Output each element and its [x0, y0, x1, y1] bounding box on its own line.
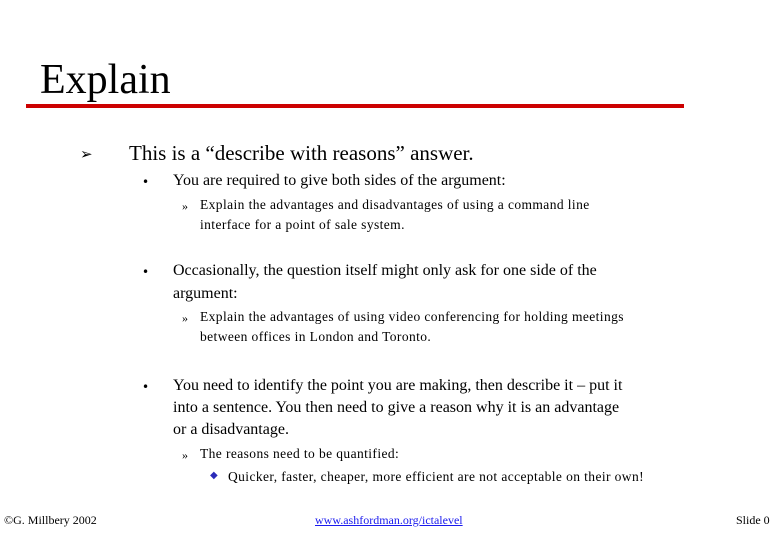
point-3-text-line-1: You need to identify the point you are making, then describe it – put it: [173, 377, 623, 394]
point-2-example-line-2: between offices in London and Toronto.: [200, 329, 432, 344]
raquo-bullet-icon: »: [182, 311, 188, 325]
dot-bullet-icon: •: [142, 265, 150, 279]
point-3-sub-item: Quicker, faster, cheaper, more efficient are not acceptable on their own!: [228, 469, 645, 484]
point-2-text-line-2: argument:: [173, 285, 238, 302]
slide-title: Explain: [40, 57, 171, 103]
title-underline: [26, 104, 684, 108]
main-point: This is a “describe with reasons” answer.: [129, 141, 474, 165]
diamond-bullet-icon: ◆: [210, 470, 218, 481]
footer-copyright: ©G. Millbery 2002: [4, 513, 97, 527]
slide-number: Slide 0: [736, 513, 770, 527]
raquo-bullet-icon: »: [182, 448, 188, 462]
point-3-example-line-1: The reasons need to be quantified:: [200, 446, 400, 461]
point-1-text: You are required to give both sides of the argument:: [173, 172, 506, 189]
dot-bullet-icon: •: [142, 175, 150, 189]
point-3-text-line-2: into a sentence. You then need to give a reason why it is an advantage: [173, 399, 620, 416]
point-2-text-line-1: Occasionally, the question itself might only ask for one side of the: [173, 262, 597, 279]
point-1-example-line-2: interface for a point of sale system.: [200, 217, 405, 232]
footer-link[interactable]: www.ashfordman.org/ictalevel: [315, 513, 463, 527]
point-1-example-line-1: Explain the advantages and disadvantages of using a command line: [200, 197, 590, 212]
dot-bullet-icon: •: [142, 380, 150, 394]
point-3-text-line-3: or a disadvantage.: [173, 421, 289, 438]
point-2-example-line-1: Explain the advantages of using video conferencing for holding meetings: [200, 309, 624, 324]
raquo-bullet-icon: »: [182, 199, 188, 213]
arrow-bullet-icon: ➢: [80, 145, 93, 163]
